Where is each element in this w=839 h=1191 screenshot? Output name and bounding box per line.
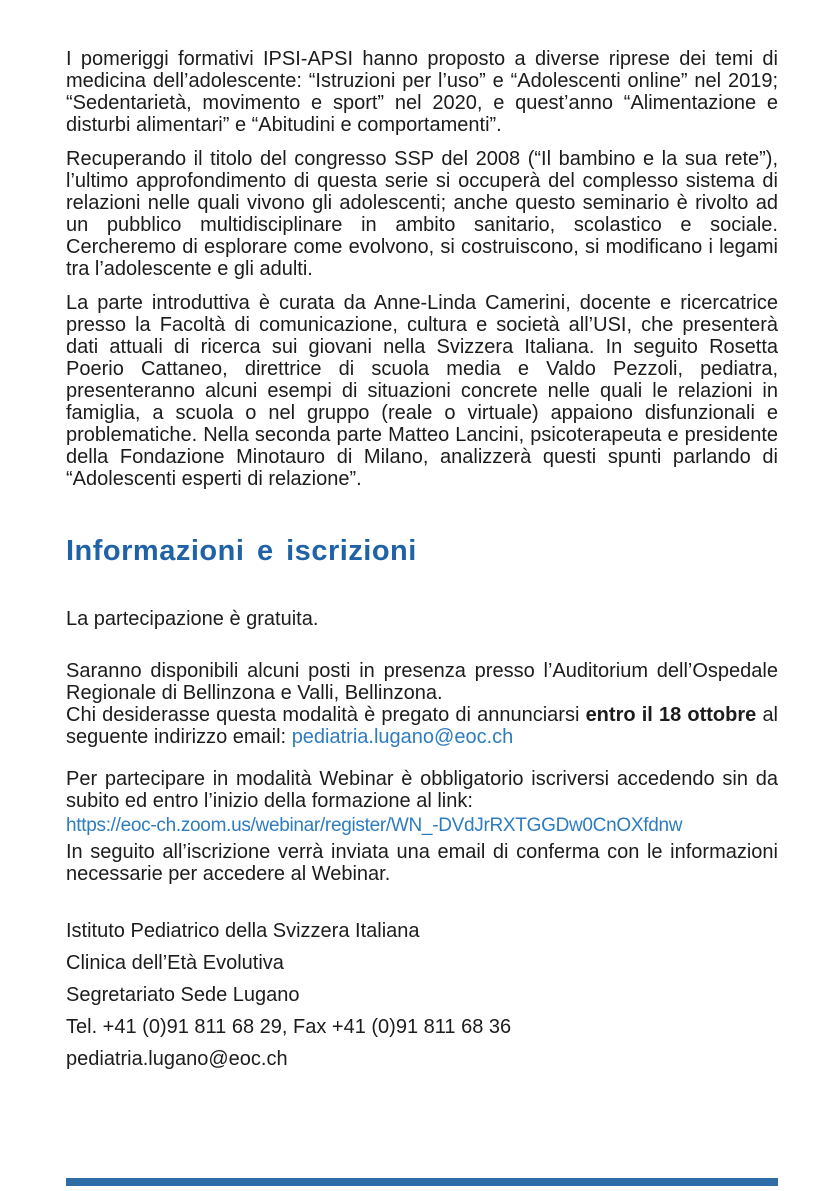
webinar-instructions-text: Per partecipare in modalità Webinar è obbligatorio iscriversi accedendo sin da subito ed entro l’inizio della formazione al link: (66, 768, 778, 812)
contact-block (66, 915, 778, 1075)
footer-accent-bar (66, 1178, 778, 1186)
webinar-info-block (66, 768, 778, 885)
deadline-text-before: Chi desiderasse questa modalità è pregato di annunciarsi (66, 704, 586, 726)
free-participation-text: La partecipazione è gratuita. (66, 608, 319, 630)
in-person-info-block (66, 660, 778, 748)
intro-paragraph: I pomeriggi formativi IPSI-APSI hanno proposto a diverse riprese dei temi di medicina dell’adolescente: “Istruzioni per l’uso” e “Adolescenti online” nel 2019; “Sedentarietà, movimento e sport” nel 2020, e quest’anno “Alimentazione e disturbi alimentari” e “Abitudini e comportamenti”. (66, 48, 778, 136)
contact-clinic: Clinica dell’Età Evolutiva (66, 952, 284, 974)
contact-email: pediatria.lugano@eoc.ch (66, 1048, 288, 1070)
deadline-text-after: al seguente indirizzo email: (66, 704, 779, 748)
section-heading-informazioni: Informazioni e iscrizioni (66, 535, 417, 567)
zoom-register-link[interactable]: https://eoc-ch.zoom.us/webinar/register/WN_-DVdJrRXTGGDw0CnOXfdnw (66, 815, 683, 836)
deadline-date: entro il 18 ottobre (585, 704, 757, 726)
document-page (66, 48, 778, 1075)
contact-institute: Istituto Pediatrico della Svizzera Italiana (66, 920, 420, 942)
speakers-paragraph: La parte introduttiva è curata da Anne-Linda Camerini, docente e ricercatrice presso la Facoltà di comunicazione, cultura e società all’USI, che presenterà dati attuali di ricerca sui giovani nella Svizzera Italiana. In seguito Rosetta Poerio Cattaneo, direttrice di scuola media e Valdo Pezzoli, pediatra, presenteranno alcuni esempi di situazioni concrete nelle quali le relazioni in famiglia, a scuola o nel gruppo (reale o virtuale) appaiono disfunzionali e problematiche. Nella seconda parte Matteo Lancini, psicoterapeuta e presidente della Fondazione Minotauro di Milano, analizzerà questi spunti parlando di “Adolescenti esperti di relazione”. (66, 292, 778, 490)
webinar-register-link-line (66, 814, 778, 838)
confirmation-email-text: In seguito all’iscrizione verrà inviata una email di conferma con le informazioni necessarie per accedere al Webinar. (66, 841, 778, 885)
email-link[interactable]: pediatria.lugano@eoc.ch (291, 726, 514, 748)
in-person-availability-text: Saranno disponibili alcuni posti in presenza presso l’Auditorium dell’Ospedale Regionale di Bellinzona e Valli, Bellinzona. (66, 660, 778, 704)
contact-secretariat: Segretariato Sede Lugano (66, 984, 300, 1006)
congress-paragraph: Recuperando il titolo del congresso SSP del 2008 (“Il bambino e la sua rete”), l’ultimo approfondimento di questa serie si occuperà del complesso sistema di relazioni nelle quali vivono gli adolescenti; anche questo seminario è rivolto ad un pubblico multidisciplinare in ambito sanitario, scolastico e sociale. Cercheremo di esplorare come evolvono, si costruiscono, si modificano i legami tra l’adolescente e gli adulti. (66, 148, 778, 280)
registration-deadline-text (66, 704, 778, 748)
contact-phone-fax: Tel. +41 (0)91 811 68 29, Fax +41 (0)91 811 68 36 (66, 1016, 512, 1038)
